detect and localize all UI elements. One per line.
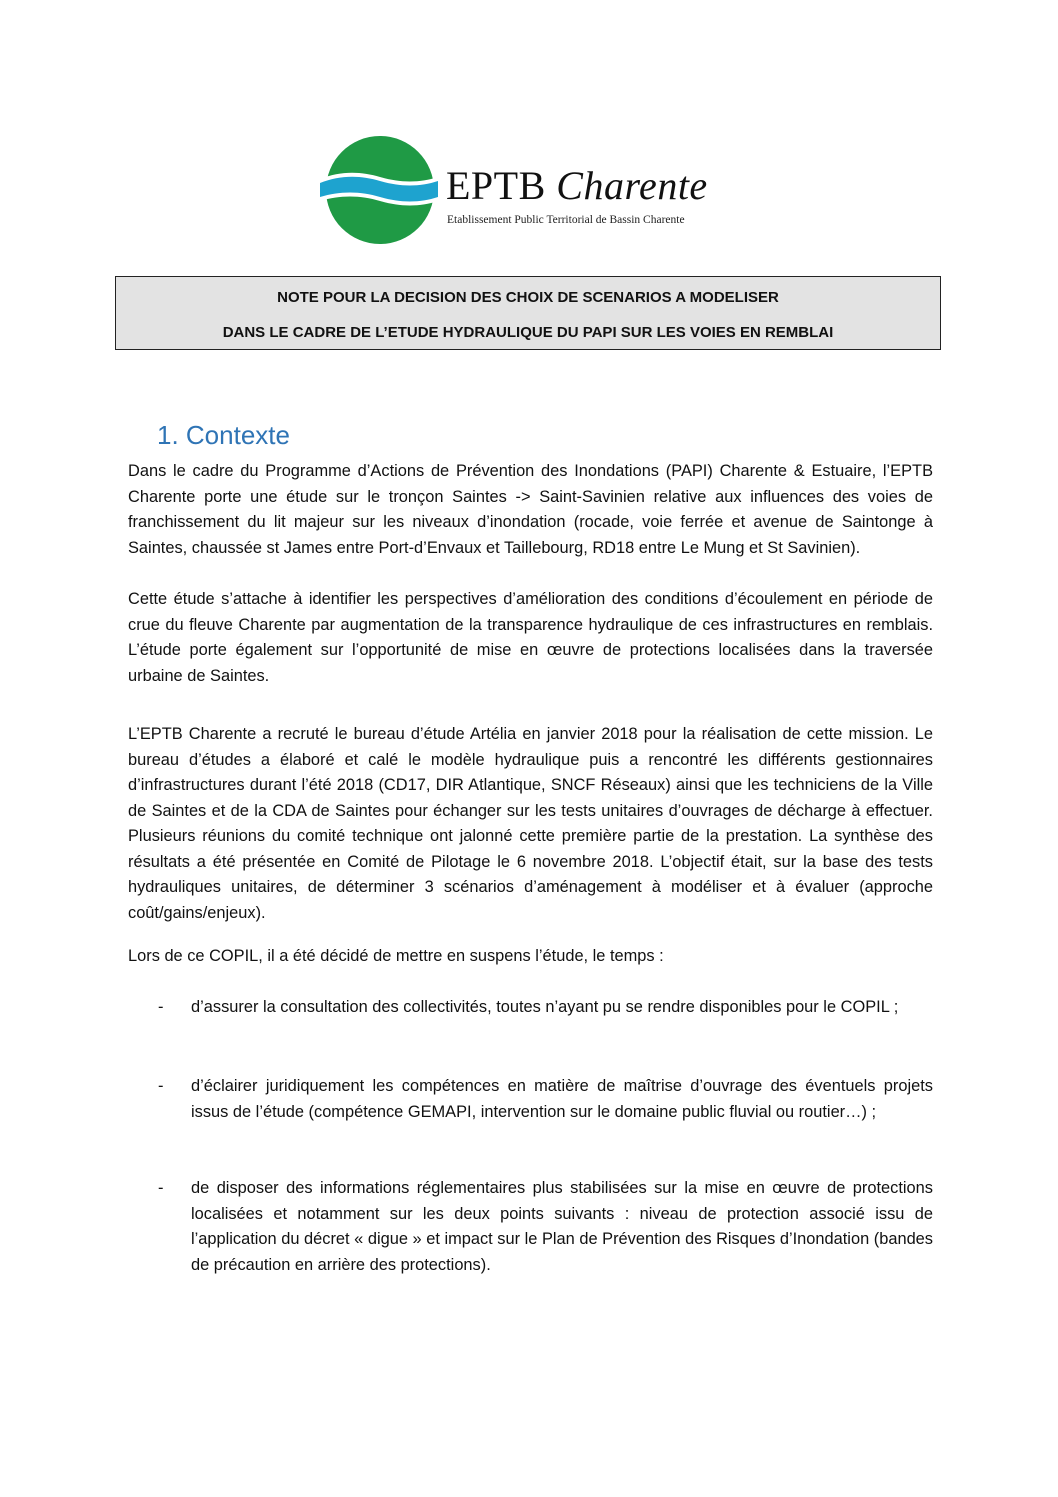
- list-item-text: d’assurer la consultation des collectivités, toutes n’ayant pu se rendre disponibles pour le COPIL ;: [191, 998, 899, 1016]
- logo-title-bold: EPTB: [446, 163, 546, 208]
- document-title-box: [115, 276, 941, 350]
- paragraph-2: Cette étude s’attache à identifier les perspectives d’amélioration des conditions d’écoulement en période de crue du fleuve Charente par augmentation de la transparence hydraulique de ces infrastructures en remblais. L’étude porte également sur l’opportunité de mise en œuvre de protections localisées dans la traversée urbaine de Saintes.: [128, 590, 933, 685]
- paragraph-1: Dans le cadre du Programme d’Actions de Prévention des Inondations (PAPI) Charente & Estuaire, l’EPTB Charente porte une étude sur le tronçon Saintes -> Saint-Savinien relative aux influences des voies de franchissement du lit majeur sur les niveaux d’inondation (rocade, voie ferrée et avenue de Saintonge à Saintes, chaussée st James entre Port-d’Envaux et Taillebourg, RD18 entre Le Mung et St Savinien).: [128, 462, 933, 557]
- river-globe-icon: [320, 135, 438, 245]
- logo-title: [446, 162, 708, 209]
- logo-title-italic: Charente: [556, 163, 708, 208]
- section-heading: 1. Contexte: [157, 420, 290, 450]
- paragraph-3: L’EPTB Charente a recruté le bureau d’étude Artélia en janvier 2018 pour la réalisation de cette mission. Le bureau d’études a élaboré et calé le modèle hydraulique puis a rencontré les différents gestionnaires d’infrastructures durant l’été 2018 (CD17, DIR Atlantique, SNCF Réseaux) ainsi que les techniciens de la Ville de Saintes et de la CDA de Saintes pour échanger sur les tests unitaires d’ouvrages de décharge à effectuer. Plusieurs réunions du comité technique ont jalonné cette première partie de la prestation. La synthèse des résultats a été présentée en Comité de Pilotage le 6 novembre 2018. L’objectif était, sur la base des tests hydrauliques unitaires, de déterminer 3 scénarios d’aménagement à modéliser et à évaluer (approche coût/gains/enjeux).: [128, 725, 933, 922]
- logo-subtitle: Etablissement Public Territorial de Bassin Charente: [447, 214, 685, 226]
- bullet-dash: -: [158, 1077, 164, 1095]
- paragraph-4: Lors de ce COPIL, il a été décidé de mettre en suspens l’étude, le temps :: [128, 947, 664, 965]
- list-item-text: d’éclairer juridiquement les compétences en matière de maîtrise d’ouvrage des éventuels projets issus de l’étude (compétence GEMAPI, intervention sur le domaine public fluvial ou routier…) ;: [191, 1077, 933, 1121]
- bullet-dash: -: [158, 998, 164, 1016]
- list-item-text: de disposer des informations réglementaires plus stabilisées sur la mise en œuvre de protections localisées et notamment sur les deux points suivants : niveau de protection associé issu de l’application du décret « digue » et impact sur le Plan de Prévention des Risques d’Inondation (bandes de précaution en arrière des protections).: [191, 1179, 933, 1274]
- eptb-logo: [318, 135, 738, 247]
- title-line-1: NOTE POUR LA DECISION DES CHOIX DE SCENARIOS A MODELISER: [277, 289, 779, 306]
- title-line-2: DANS LE CADRE DE L’ETUDE HYDRAULIQUE DU PAPI SUR LES VOIES EN REMBLAI: [222, 324, 834, 341]
- bullet-dash: -: [158, 1179, 164, 1197]
